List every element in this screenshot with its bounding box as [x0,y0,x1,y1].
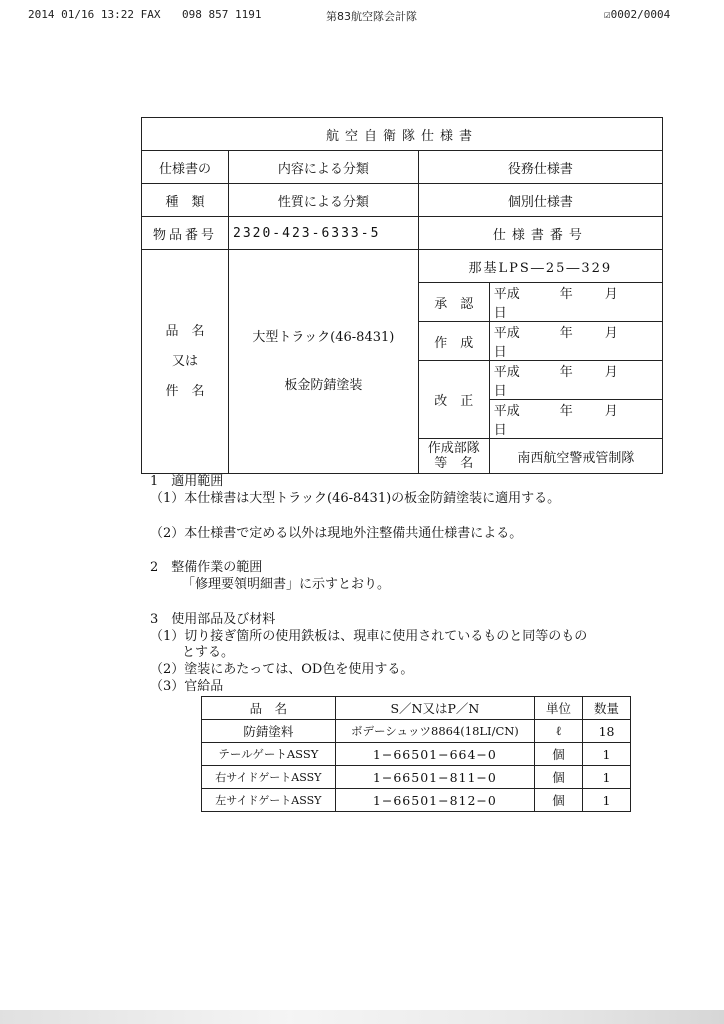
name-label-1: 品 名 [165,323,205,339]
creation-date [489,322,662,361]
nature-class-label: 性質による分類 [229,184,419,217]
spec-table [141,117,663,474]
revision-date-2 [489,400,662,439]
part-unit: 個 [535,766,583,789]
item-number-value: 2320-423-6333-5 [229,217,419,250]
fax-datetime: 2014 01/16 13:22 FAX [28,8,161,21]
name-label-cell [142,250,229,474]
s3-item1-line1: （1）切り接ぎ箇所の使用鉄板は、現車に使用されているものと同等のもの [150,629,588,644]
s1-item2: （2）本仕様書で定める以外は現地外注整備共通仕様書による。 [150,526,523,541]
part-number: 1−66501−811−0 [335,766,534,789]
date-month: 月 [604,326,618,341]
date-era: 平成 [493,404,520,419]
parts-header-pn: S／N又はP／N [335,697,534,720]
part-qty: 1 [583,766,631,789]
part-number: 1−66501−664−0 [335,743,534,766]
creation-label: 作 成 [418,322,489,361]
dept-label-1: 作成部隊 [427,441,480,456]
part-number: ボデーシュッツ8864(18LI/CN) [335,720,534,743]
part-qty: 1 [583,789,631,812]
spec-title: 航空自衛隊仕様書 [142,118,663,151]
scan-edge-artifact [0,1010,724,1024]
dept-label-cell [418,439,489,474]
s1-item1: （1）本仕様書は大型トラック(46-8431)の板金防錆塗装に適用する。 [150,491,561,506]
revision-label: 改 正 [418,361,489,439]
date-era: 平成 [493,287,520,302]
name-value-1: 大型トラック(46-8431) [252,329,395,345]
part-name: テールゲートASSY [202,743,336,766]
part-name: 防錆塗料 [202,720,336,743]
date-month: 月 [604,404,618,419]
s3-item1-line2: とする。 [182,645,235,660]
dept-label-2: 等 名 [434,456,474,471]
type-label-1: 仕様書の [142,151,229,184]
approval-date [489,283,662,322]
revision-date-1 [489,361,662,400]
name-value-cell [229,250,419,474]
spec-number-label: 仕様書番号 [418,217,662,250]
s1-heading: 1 適用範囲 [150,474,224,489]
parts-header-row [202,697,631,720]
nature-class-value: 個別仕様書 [418,184,662,217]
parts-table [201,696,631,812]
item-number-label: 物品番号 [142,217,229,250]
part-unit: 個 [535,789,583,812]
fax-sender: 第83航空隊会計隊 [326,10,417,23]
fax-page-number: 0002/0004 [610,8,671,21]
date-day: 日 [493,306,507,321]
parts-header-name: 品 名 [202,697,336,720]
part-unit: ℓ [535,720,583,743]
table-row [202,789,631,812]
spec-number-value: 那基LPS―25―329 [418,250,662,283]
fax-number: 098 857 1191 [182,8,262,21]
date-day: 日 [493,384,507,399]
date-year: 年 [559,287,573,302]
s2-text: 「修理要領明細書」に示すとおり。 [182,577,391,592]
approval-label: 承 認 [418,283,489,322]
fax-page [604,8,670,21]
dept-value: 南西航空警戒管制隊 [489,439,662,474]
content-class-label: 内容による分類 [229,151,419,184]
s2-heading: 2 整備作業の範囲 [150,560,263,575]
table-row [202,766,631,789]
part-qty: 18 [583,720,631,743]
date-year: 年 [559,365,573,380]
date-era: 平成 [493,326,520,341]
date-year: 年 [559,404,573,419]
fax-icon: ☑ [604,8,611,21]
parts-header-qty: 数量 [583,697,631,720]
part-number: 1−66501−812−0 [335,789,534,812]
date-month: 月 [604,287,618,302]
date-era: 平成 [493,365,520,380]
date-day: 日 [493,423,507,438]
name-value-2: 板金防錆塗装 [284,377,363,393]
part-name: 左サイドゲートASSY [202,789,336,812]
table-row [202,720,631,743]
name-label-3: 件 名 [165,383,205,399]
part-name: 右サイドゲートASSY [202,766,336,789]
part-unit: 個 [535,743,583,766]
type-label-2: 種 類 [142,184,229,217]
date-month: 月 [604,365,618,380]
s3-item2: （2）塗装にあたっては、OD色を使用する。 [150,662,414,677]
s3-item3: （3）官給品 [150,679,224,694]
s3-heading: 3 使用部品及び材料 [150,612,276,627]
date-day: 日 [493,345,507,360]
parts-header-unit: 単位 [535,697,583,720]
content-class-value: 役務仕様書 [418,151,662,184]
table-row [202,743,631,766]
date-year: 年 [559,326,573,341]
part-qty: 1 [583,743,631,766]
name-label-2: 又は [171,353,198,369]
